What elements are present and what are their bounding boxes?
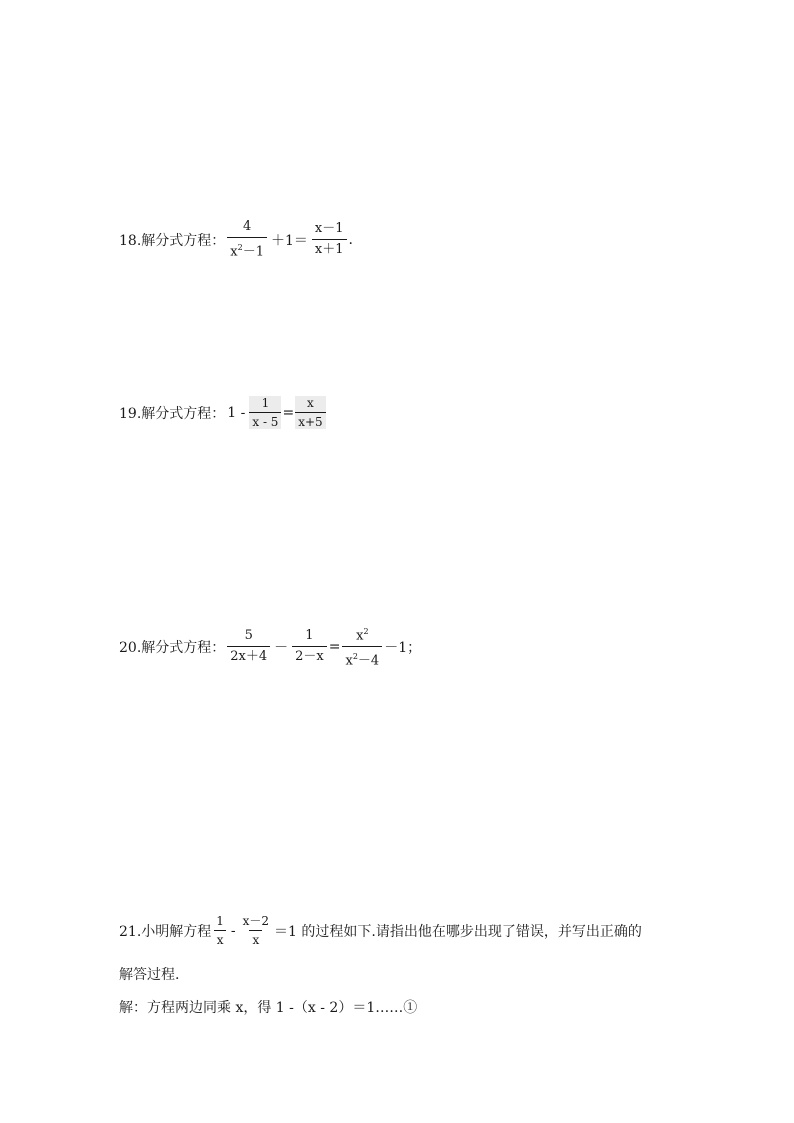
q20-fraction-3 <box>342 624 382 670</box>
q19-f1-numerator: 1 <box>261 396 270 410</box>
q18-operator: ＋1＝ <box>270 232 308 249</box>
q20-label: 20.解分式方程： <box>119 639 226 656</box>
question-21 <box>119 914 642 947</box>
q18-fraction-2 <box>312 221 347 258</box>
q19-f2-numerator: x <box>307 396 314 410</box>
q19-fraction-2 <box>295 396 325 429</box>
q18-fraction-1 <box>227 219 267 260</box>
q19-fraction-1 <box>249 396 281 429</box>
q19-lead: 1 - <box>227 404 246 421</box>
q20-equals: = <box>328 638 341 655</box>
q20-f3-den-exponent: 2 <box>352 652 358 662</box>
q18-f1-denominator <box>227 237 267 260</box>
q21-f2-denominator: x <box>249 930 262 947</box>
q21-minus: - <box>230 922 236 939</box>
q20-f3-den-rest: －4 <box>357 653 380 669</box>
q20-fraction-2 <box>292 628 327 665</box>
question-18 <box>119 219 353 260</box>
q18-end: . <box>348 231 353 248</box>
q18-f2-denominator: x＋1 <box>312 239 347 258</box>
q21-solution-line: 解：方程两边同乘 x，得 1 -（x - 2）＝1……① <box>119 1000 418 1016</box>
q21-label: 21.小明解方程 <box>119 923 212 940</box>
q19-label: 19.解分式方程： <box>119 405 226 422</box>
q18-f1-numerator: 4 <box>242 219 252 234</box>
q21-f1-numerator: 1 <box>216 914 224 928</box>
q21-line-2: 解答过程. <box>119 967 180 983</box>
q19-f1-denominator: x - 5 <box>249 412 281 429</box>
q20-f3-numerator <box>353 624 371 646</box>
q19-equals: = <box>282 404 295 421</box>
q20-f1-numerator: 5 <box>244 628 253 644</box>
q18-f1-den-rest: －1 <box>242 244 264 260</box>
question-20 <box>119 624 421 670</box>
q20-tail: －1； <box>384 639 422 656</box>
q20-f3-denominator <box>342 646 382 669</box>
q18-f1-den-base: x <box>230 244 238 260</box>
q20-f3-num-exponent: 2 <box>363 627 369 636</box>
q20-f1-denominator: 2x＋4 <box>227 646 270 665</box>
q21-rest: ＝1 的过程如下.请指出他在哪步出现了错误，并写出正确的 <box>274 923 642 940</box>
q21-fraction-1 <box>213 914 227 947</box>
q20-minus: － <box>274 639 289 656</box>
q21-f2-numerator: x－2 <box>242 914 270 928</box>
q20-fraction-1 <box>227 628 270 665</box>
q18-label: 18.解分式方程： <box>119 232 226 249</box>
q21-f1-denominator: x <box>214 930 227 947</box>
q20-f3-den-base: x <box>345 653 353 669</box>
q20-f3-num-base: x <box>356 628 364 644</box>
q18-f1-den-exponent: 2 <box>237 243 243 252</box>
q20-f2-denominator: 2－x <box>292 646 327 665</box>
q21-fraction-2 <box>240 914 272 947</box>
q18-f2-numerator: x－1 <box>314 221 344 237</box>
q19-f2-denominator: x+5 <box>295 412 325 429</box>
q20-f2-numerator: 1 <box>305 628 314 644</box>
question-19 <box>119 396 328 429</box>
